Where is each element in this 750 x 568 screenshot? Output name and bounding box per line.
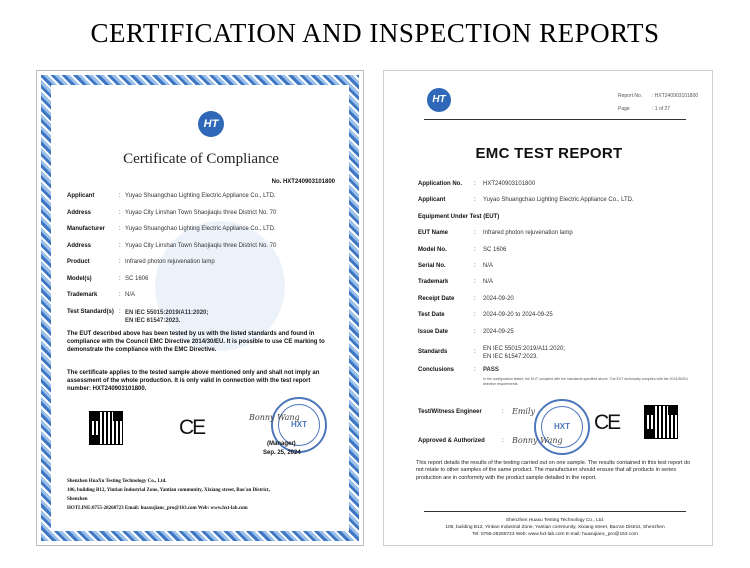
standard-line: EN IEC 55015:2019/A11:2020; xyxy=(125,309,209,316)
report-no-label: Report No. xyxy=(618,93,643,99)
cert-field-row: Trademark : N/A xyxy=(67,292,136,298)
validity-statement: The certificate applies to the tested sample above mentioned only and shall not imply an assessment of the whole production. It is only valid in connection with the test report number: HXT240903101800. xyxy=(67,370,320,392)
company-logo-icon: HT xyxy=(198,111,224,137)
report-no-value: HXT240903101800 xyxy=(654,93,699,99)
engineer-label: Test/Witness Engineer xyxy=(418,409,482,415)
manager-label: (Manager) xyxy=(267,441,296,447)
field-value: SC 1606 xyxy=(125,275,149,282)
report-field-row: Trademark : N/A xyxy=(418,279,494,286)
eut-section-header xyxy=(418,214,698,230)
ce-mark-icon: CE xyxy=(594,411,620,434)
field-value: 2024-09-25 xyxy=(483,328,514,335)
field-value: Infrared photon rejuvenation lamp xyxy=(483,230,573,237)
report-field-row: Receipt Date : 2024-09-20 xyxy=(418,295,514,302)
field-label: Trademark xyxy=(67,292,98,298)
cert-standards-row: Test Standard(s) : EN IEC 55015:2019/A11:2020; EN IEC 61547:2023. xyxy=(67,308,209,324)
field-label: Application No. xyxy=(418,181,462,187)
emc-test-report: HT Report No. : HXT240903101800 Page : 1 of 27 EMC TEST REPORT Application No. : HXT240903101800 Applicant : Yuyao Shuangchao Lighting Electric Appliance Co., LTD. Equipment Under Test (EUT) EUT Name : Infrared photon rejuvenation lamp Model No. : SC 1606 Serial No. : N/A Trademark : N/A Receipt Date : 2024-09-20 Test Date : 2024-09-20 to 2024-09-25 Issue Date : 2024-09-25 Standards : EN IEC 55015:2019/A11:2020; EN IEC 61547:2023. Conclusions : PASS In the configuration tested, the EUT complied with the standards specified above. The EUT technically complies with the 2014/30/EU directive requirements. Test/Witness Engineer : Emily Approved & Authorized : Bonny Wang HXT CE This report details the results of the testing carried out on one sample. The results contained in this test report do not relate to other samples of the same product. The manufacturer should ensure that all products in series production are in conformity with the product sample detailed in the report. Shenzhen Huaxu Testing Technology Co., Ltd. 106, building B12, Yintian Industrial Zone, Yantian community, Xixiang street, Bao'an District, Shenzhen Tel: 0755-28268723 Web: www.hxt-lab.com E-mail: huaxujianc_pro@163.com xyxy=(383,70,713,546)
field-value: Yuyao City Linshan Town Shaojiaqiu three District No. 70 xyxy=(125,209,277,216)
field-label: Serial No. xyxy=(418,262,446,269)
report-conclusion-row: Conclusions : PASS xyxy=(418,366,499,373)
field-value: Yuyao Shuangchao Lighting Electric Appliance Co., LTD. xyxy=(125,226,276,232)
engineer-signature: Emily xyxy=(512,407,536,416)
qr-code-icon xyxy=(644,405,678,439)
ce-mark-icon: CE xyxy=(179,416,205,439)
certificate-fields xyxy=(67,193,337,329)
certificate-number: No. HXT240903101800 xyxy=(271,179,335,185)
field-label: Trademark xyxy=(418,279,449,286)
compliance-statement: The EUT described above has been tested by us with the listed standards and found in compliance with the Council EMC Directive 2014/30/EU. It is possible to use CE marking to demonstrate the compliance with the EMC Directive. xyxy=(67,331,325,353)
company-logo-icon: HT xyxy=(427,88,451,112)
footer-company: Shenzhen Huaxu Testing Technology Co., Ltd. xyxy=(505,518,605,523)
field-label: Address xyxy=(67,242,92,249)
cert-field-row: Product : Infrared photon rejuvenation lamp xyxy=(67,259,215,265)
field-value: SC 1606 xyxy=(483,246,507,253)
field-label: Manufacturer xyxy=(67,226,106,232)
company-stamp-icon: HXT xyxy=(271,397,327,453)
footer-city: Shenzhen xyxy=(67,497,88,502)
field-label: EUT Name xyxy=(418,230,449,237)
standard-line: EN IEC 61547:2023. xyxy=(125,317,181,324)
report-field-row: EUT Name : Infrared photon rejuvenation lamp xyxy=(418,230,573,237)
report-field-row: Applicant : Yuyao Shuangchao Lighting Electric Appliance Co., LTD. xyxy=(418,197,634,204)
field-label: Issue Date xyxy=(418,328,449,335)
field-value: N/A xyxy=(125,292,136,298)
field-value: Yuyao Shuangchao Lighting Electric Appliance Co., LTD. xyxy=(483,197,634,204)
field-value: HXT240903101800 xyxy=(483,181,536,187)
field-label: Model No. xyxy=(418,246,447,253)
field-value: 2024-09-20 to 2024-09-25 xyxy=(483,312,553,319)
field-label: Test Standard(s) xyxy=(67,308,114,315)
cert-field-row: Model(s) : SC 1606 xyxy=(67,275,149,282)
field-value: N/A xyxy=(483,262,494,269)
field-label: Standards xyxy=(418,348,448,355)
report-footer xyxy=(410,517,700,538)
field-label: Model(s) xyxy=(67,275,92,282)
report-title: EMC TEST REPORT xyxy=(475,145,623,162)
header-divider xyxy=(424,119,686,120)
report-field-row: Test Date : 2024-09-20 to 2024-09-25 xyxy=(418,312,553,319)
report-meta: Report No. : HXT240903101800 Page : 1 of 27 xyxy=(618,90,698,116)
company-stamp-icon: HXT xyxy=(534,399,590,455)
certificate-of-compliance xyxy=(36,70,364,546)
footer-divider xyxy=(424,511,686,512)
field-label: Applicant xyxy=(67,193,95,199)
cert-field-row: Address : Yuyao City Linshan Town Shaojiaqiu three District No. 70 xyxy=(67,209,277,216)
footer-contact: Tel: 0755-28268723 Web: www.hxt-lab.com E-mail: huaxujianc_pro@163.com xyxy=(472,532,638,537)
section-label: Equipment Under Test (EUT) xyxy=(418,213,500,220)
cert-field-row: Applicant : Yuyao Shuangchao Lighting Electric Appliance Co., LTD. xyxy=(67,193,276,199)
field-label: Conclusions xyxy=(418,366,455,373)
field-value: Yuyao Shuangchao Lighting Electric Appliance Co., LTD. xyxy=(125,193,276,199)
approver-signature: Bonny Wang xyxy=(512,436,563,445)
report-standards-row: Standards : EN IEC 55015:2019/A11:2020; EN IEC 61547:2023. xyxy=(418,345,565,360)
standard-line: EN IEC 55015:2019/A11:2020; xyxy=(483,345,565,352)
field-value xyxy=(125,309,208,325)
conclusion-value: PASS xyxy=(483,366,499,373)
page-label: Page xyxy=(618,106,630,112)
footer-address: 106, building B12, Yintian Industrial Zone, Yantian community, Xixiang street, Bao'an District, xyxy=(67,488,270,493)
approved-label: Approved & Authorized xyxy=(418,438,485,444)
page-headline: CERTIFICATION AND INSPECTION REPORTS xyxy=(90,18,660,48)
footer-address: 106, building B12, Yintian Industrial Zone, Yantian community, Xixiang street, Bao'an District, Shenzhen xyxy=(445,525,665,530)
report-disclaimer: This report details the results of the testing carried out on one sample. The results contained in this test report do not relate to other samples of the same product. The manufacturer should ensure that all products in series production are in conformity with the product sample detailed in the report. xyxy=(416,460,691,481)
report-field-row: Model No. : SC 1606 xyxy=(418,246,507,253)
cert-field-row: Address : Yuyao City Linshan Town Shaojiaqiu three District No. 70 xyxy=(67,242,277,249)
field-label: Product xyxy=(67,259,90,265)
page-value: 1 of 27 xyxy=(654,106,671,112)
field-value: Yuyao City Linshan Town Shaojiaqiu three District No. 70 xyxy=(125,242,277,249)
report-fields xyxy=(418,181,698,383)
field-value: 2024-09-20 xyxy=(483,295,514,302)
field-label: Test Date xyxy=(418,312,445,319)
field-value: N/A xyxy=(483,279,494,286)
cert-field-row: Manufacturer : Yuyao Shuangchao Lighting Electric Appliance Co., LTD. xyxy=(67,226,276,232)
conclusion-note: In the configuration tested, the EUT complied with the standards specified above. The EUT technically complies with the 2014/30/EU directive requirements. xyxy=(483,377,689,386)
field-value: Infrared photon rejuvenation lamp xyxy=(125,259,215,265)
qr-code-icon xyxy=(89,411,123,445)
report-field-row: Issue Date : 2024-09-25 xyxy=(418,328,514,335)
field-label: Receipt Date xyxy=(418,295,455,302)
report-field-row: Application No. : HXT240903101800 xyxy=(418,181,536,187)
certificate-title: Certificate of Compliance xyxy=(123,151,279,167)
manager-signature: Bonny Wang xyxy=(249,413,300,422)
footer-contact: HOTLINE:0755-28268723 Email: huaxujianc_pro@163.com Web: www.hxt-lab.com xyxy=(67,506,248,511)
field-value xyxy=(483,345,565,361)
certificate-footer xyxy=(67,477,337,513)
field-label: Applicant xyxy=(418,197,446,204)
report-field-row: Serial No. : N/A xyxy=(418,262,494,269)
footer-company: Shenzhen HuaXu Testing Technology Co., Ltd. xyxy=(67,479,167,484)
certificate-date: Sep. 25, 2024 xyxy=(263,450,301,456)
standard-line: EN IEC 61547:2023. xyxy=(483,353,539,360)
field-label: Address xyxy=(67,209,92,216)
